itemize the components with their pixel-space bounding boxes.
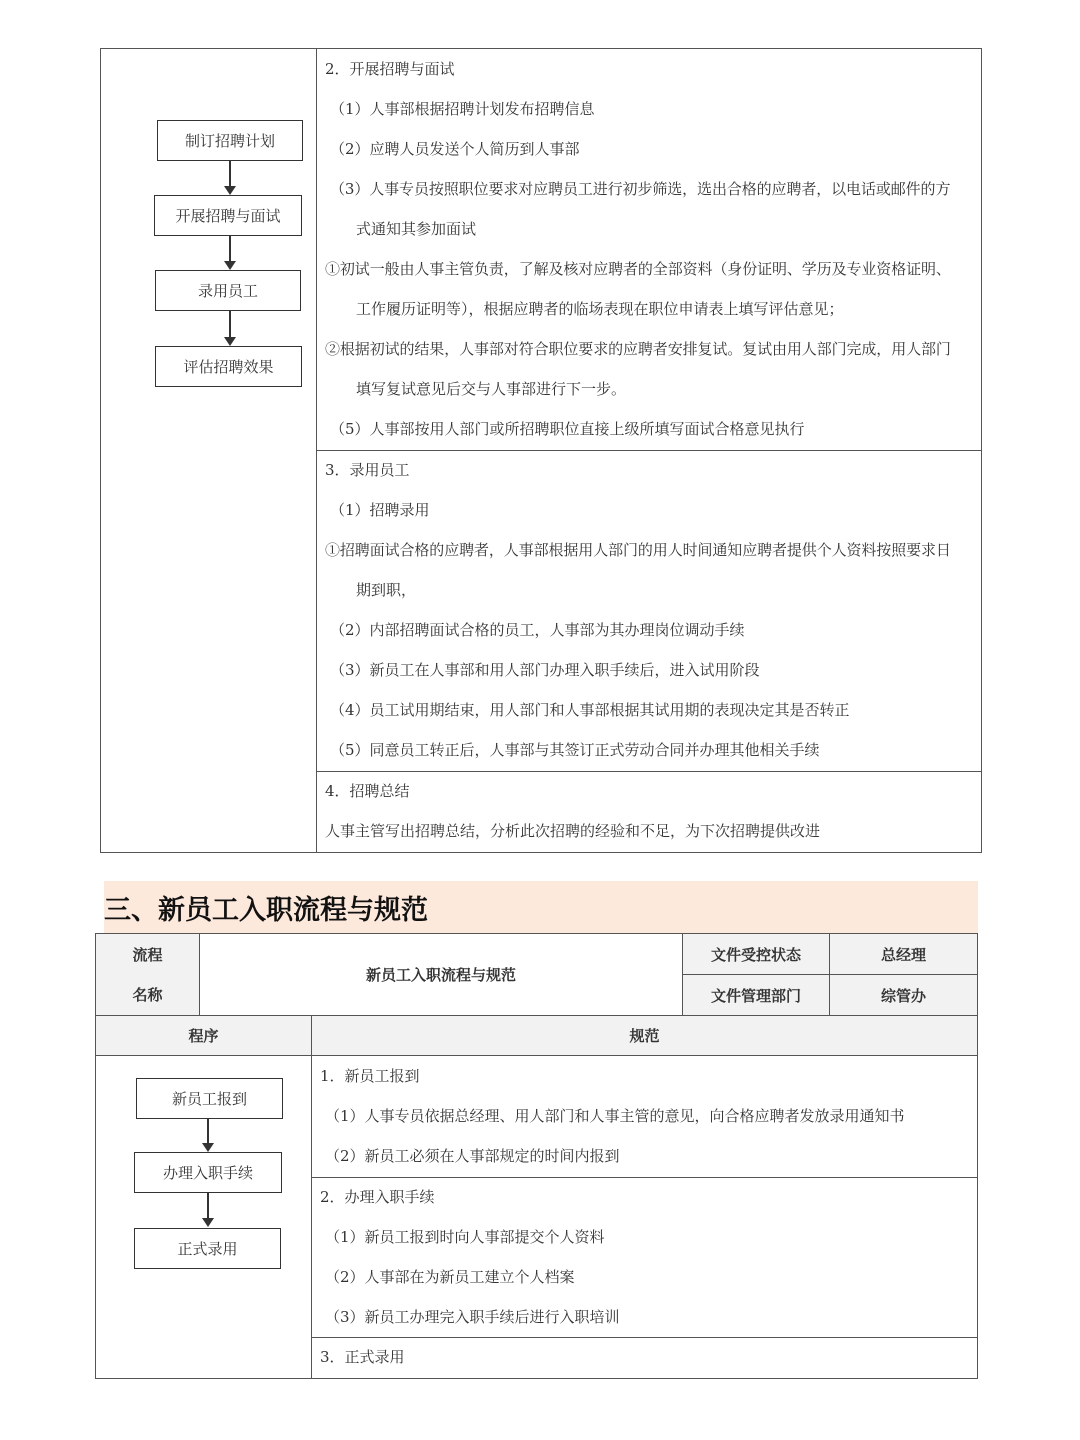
flow-step-evaluate: 评估招聘效果 [155, 346, 302, 387]
grid-line [311, 1177, 978, 1178]
section-heading: 2．办理入职手续 [320, 1188, 435, 1206]
section-heading: 4．招聘总结 [325, 782, 410, 800]
dept-value: 综管办 [880, 986, 926, 1005]
spec-line: 式通知其参加面试 [356, 220, 477, 238]
flow-arrow [207, 1119, 209, 1144]
dept-label: 文件管理部门 [710, 986, 801, 1005]
flow-arrow [207, 1193, 209, 1219]
spec-line: ②根据初试的结果，人事部对符合职位要求的应聘者安排复试。复试由用人部门完成，用人部门 [325, 340, 951, 358]
status-label: 文件受控状态 [710, 945, 801, 964]
spec-line: （1）招聘录用 [330, 501, 430, 519]
spec-line: 工作履历证明等），根据应聘者的临场表现在职位申请表上填写评估意见； [356, 300, 844, 318]
grid-line [311, 1337, 978, 1338]
flow-arrow [229, 311, 231, 338]
spec-line: 填写复试意见后交与人事部进行下一步。 [356, 380, 627, 398]
spec-line: （3）人事专员按照职位要求对应聘员工进行初步筛选，选出合格的应聘者，以电话或邮件的方 [330, 180, 951, 198]
spec-line: 人事主管写出招聘总结，分析此次招聘的经验和不足，为下次招聘提供改进 [325, 822, 821, 840]
flow-arrow [229, 161, 231, 187]
spec-line: （4）员工试用期结束，用人部门和人事部根据其试用期的表现决定其是否转正 [330, 701, 850, 719]
flow-name: 新员工入职流程与规范 [365, 966, 516, 984]
grid-line [311, 1015, 312, 1379]
spec-column-header: 规范 [629, 1026, 660, 1045]
name-label: 名称 [132, 985, 163, 1004]
procedure-column-header: 程序 [188, 1026, 219, 1045]
grid-line [95, 1015, 978, 1016]
grid-line [682, 974, 978, 975]
spec-line: ①招聘面试合格的应聘者，人事部根据用人部门的用人时间通知应聘者提供个人资料按照要求日 [325, 541, 951, 559]
spec-line: （2）新员工必须在人事部规定的时间内报到 [325, 1147, 620, 1165]
spec-line: （2）应聘人员发送个人简历到人事部 [330, 140, 580, 158]
row-divider [316, 771, 982, 772]
flow-step-hire: 录用员工 [155, 270, 301, 311]
spec-line: （5）同意员工转正后，人事部与其签订正式劳动合同并办理其他相关手续 [330, 741, 820, 759]
spec-line: （5）人事部按用人部门或所招聘职位直接上级所填写面试合格意见执行 [330, 420, 805, 438]
grid-line [199, 933, 200, 1015]
grid-line [95, 1055, 978, 1056]
spec-line: （2）内部招聘面试合格的员工，人事部为其办理岗位调动手续 [330, 621, 745, 639]
spec-line: ①初试一般由人事主管负责，了解及核对应聘者的全部资料（身份证明、学历及专业资格证明、 [325, 260, 951, 278]
spec-line: （3）新员工办理完入职手续后进行入职培训 [325, 1308, 620, 1326]
spec-line: （1）人事专员依据总经理、用人部门和人事主管的意见，向合格应聘者发放录用通知书 [325, 1107, 905, 1125]
spec-line: 期到职， [356, 581, 417, 599]
flow-label: 流程 [132, 945, 163, 964]
spec-line: （2）人事部在为新员工建立个人档案 [325, 1268, 575, 1286]
flow-step-report: 新员工报到 [136, 1078, 283, 1119]
flow-step-plan: 制订招聘计划 [157, 120, 303, 161]
section-heading: 3．正式录用 [320, 1348, 405, 1366]
spec-line: （3）新员工在人事部和用人部门办理入职手续后，进入试用阶段 [330, 661, 760, 679]
section-heading: 3．录用员工 [325, 461, 410, 479]
section-title: 三、新员工入职流程与规范 [104, 881, 978, 933]
flow-arrow [229, 236, 231, 262]
row-divider [316, 450, 982, 451]
flow-step-formal-hire: 正式录用 [134, 1228, 281, 1269]
flow-step-interview: 开展招聘与面试 [154, 195, 302, 236]
flow-step-onboard: 办理入职手续 [134, 1152, 282, 1193]
spec-line: （1）新员工报到时向人事部提交个人资料 [325, 1228, 605, 1246]
spec-line: （1）人事部根据招聘计划发布招聘信息 [330, 100, 595, 118]
section-heading: 2．开展招聘与面试 [325, 60, 455, 78]
section-heading: 1．新员工报到 [320, 1067, 420, 1085]
status-value: 总经理 [880, 945, 926, 964]
